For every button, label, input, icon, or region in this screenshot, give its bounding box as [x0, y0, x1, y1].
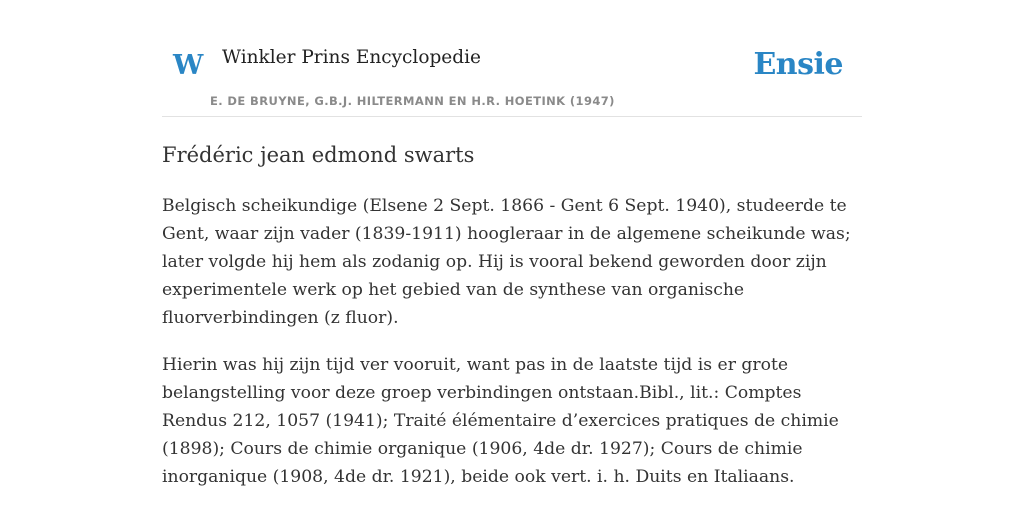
article-paragraph: Belgisch scheikundige (Elsene 2 Sept. 1866 - Gent 6 Sept. 1940), studeerde te Gent, waar zijn vader (1839-1911) hoogleraar in de algemene scheikunde was; later volgde hij hem als zodanig op. Hij is vooral bekend geworden door zijn experimentele werk op het gebied van de synthese van organische fluorverbindingen (z fluor). [162, 196, 851, 328]
winkler-prins-logo[interactable]: W [173, 50, 204, 81]
article-title: Frédéric jean edmond swarts [162, 143, 475, 167]
publication-authors: E. DE BRUYNE, G.B.J. HILTERMANN EN H.R. HOETINK (1947) [210, 94, 615, 108]
publication-title[interactable]: Winkler Prins Encyclopedie [222, 47, 481, 68]
encyclopedia-header [162, 0, 862, 117]
article-body [162, 192, 862, 510]
article-paragraph: Hierin was hij zijn tijd ver vooruit, want pas in de laatste tijd is er grote belangstelling voor deze groep verbindingen ontstaan.Bibl., lit.: Comptes Rendus 212, 1057 (1941); Traité élémentaire d’exercices pratiques de chimie (1898); Cours de chimie organique (1906, 4de dr. 1927); Cours de chimie inorganique (1908, 4de dr. 1921), beide ook vert. i. h. Duits en Italiaans. [162, 355, 839, 487]
ensie-logo[interactable]: Ensie [753, 47, 843, 82]
